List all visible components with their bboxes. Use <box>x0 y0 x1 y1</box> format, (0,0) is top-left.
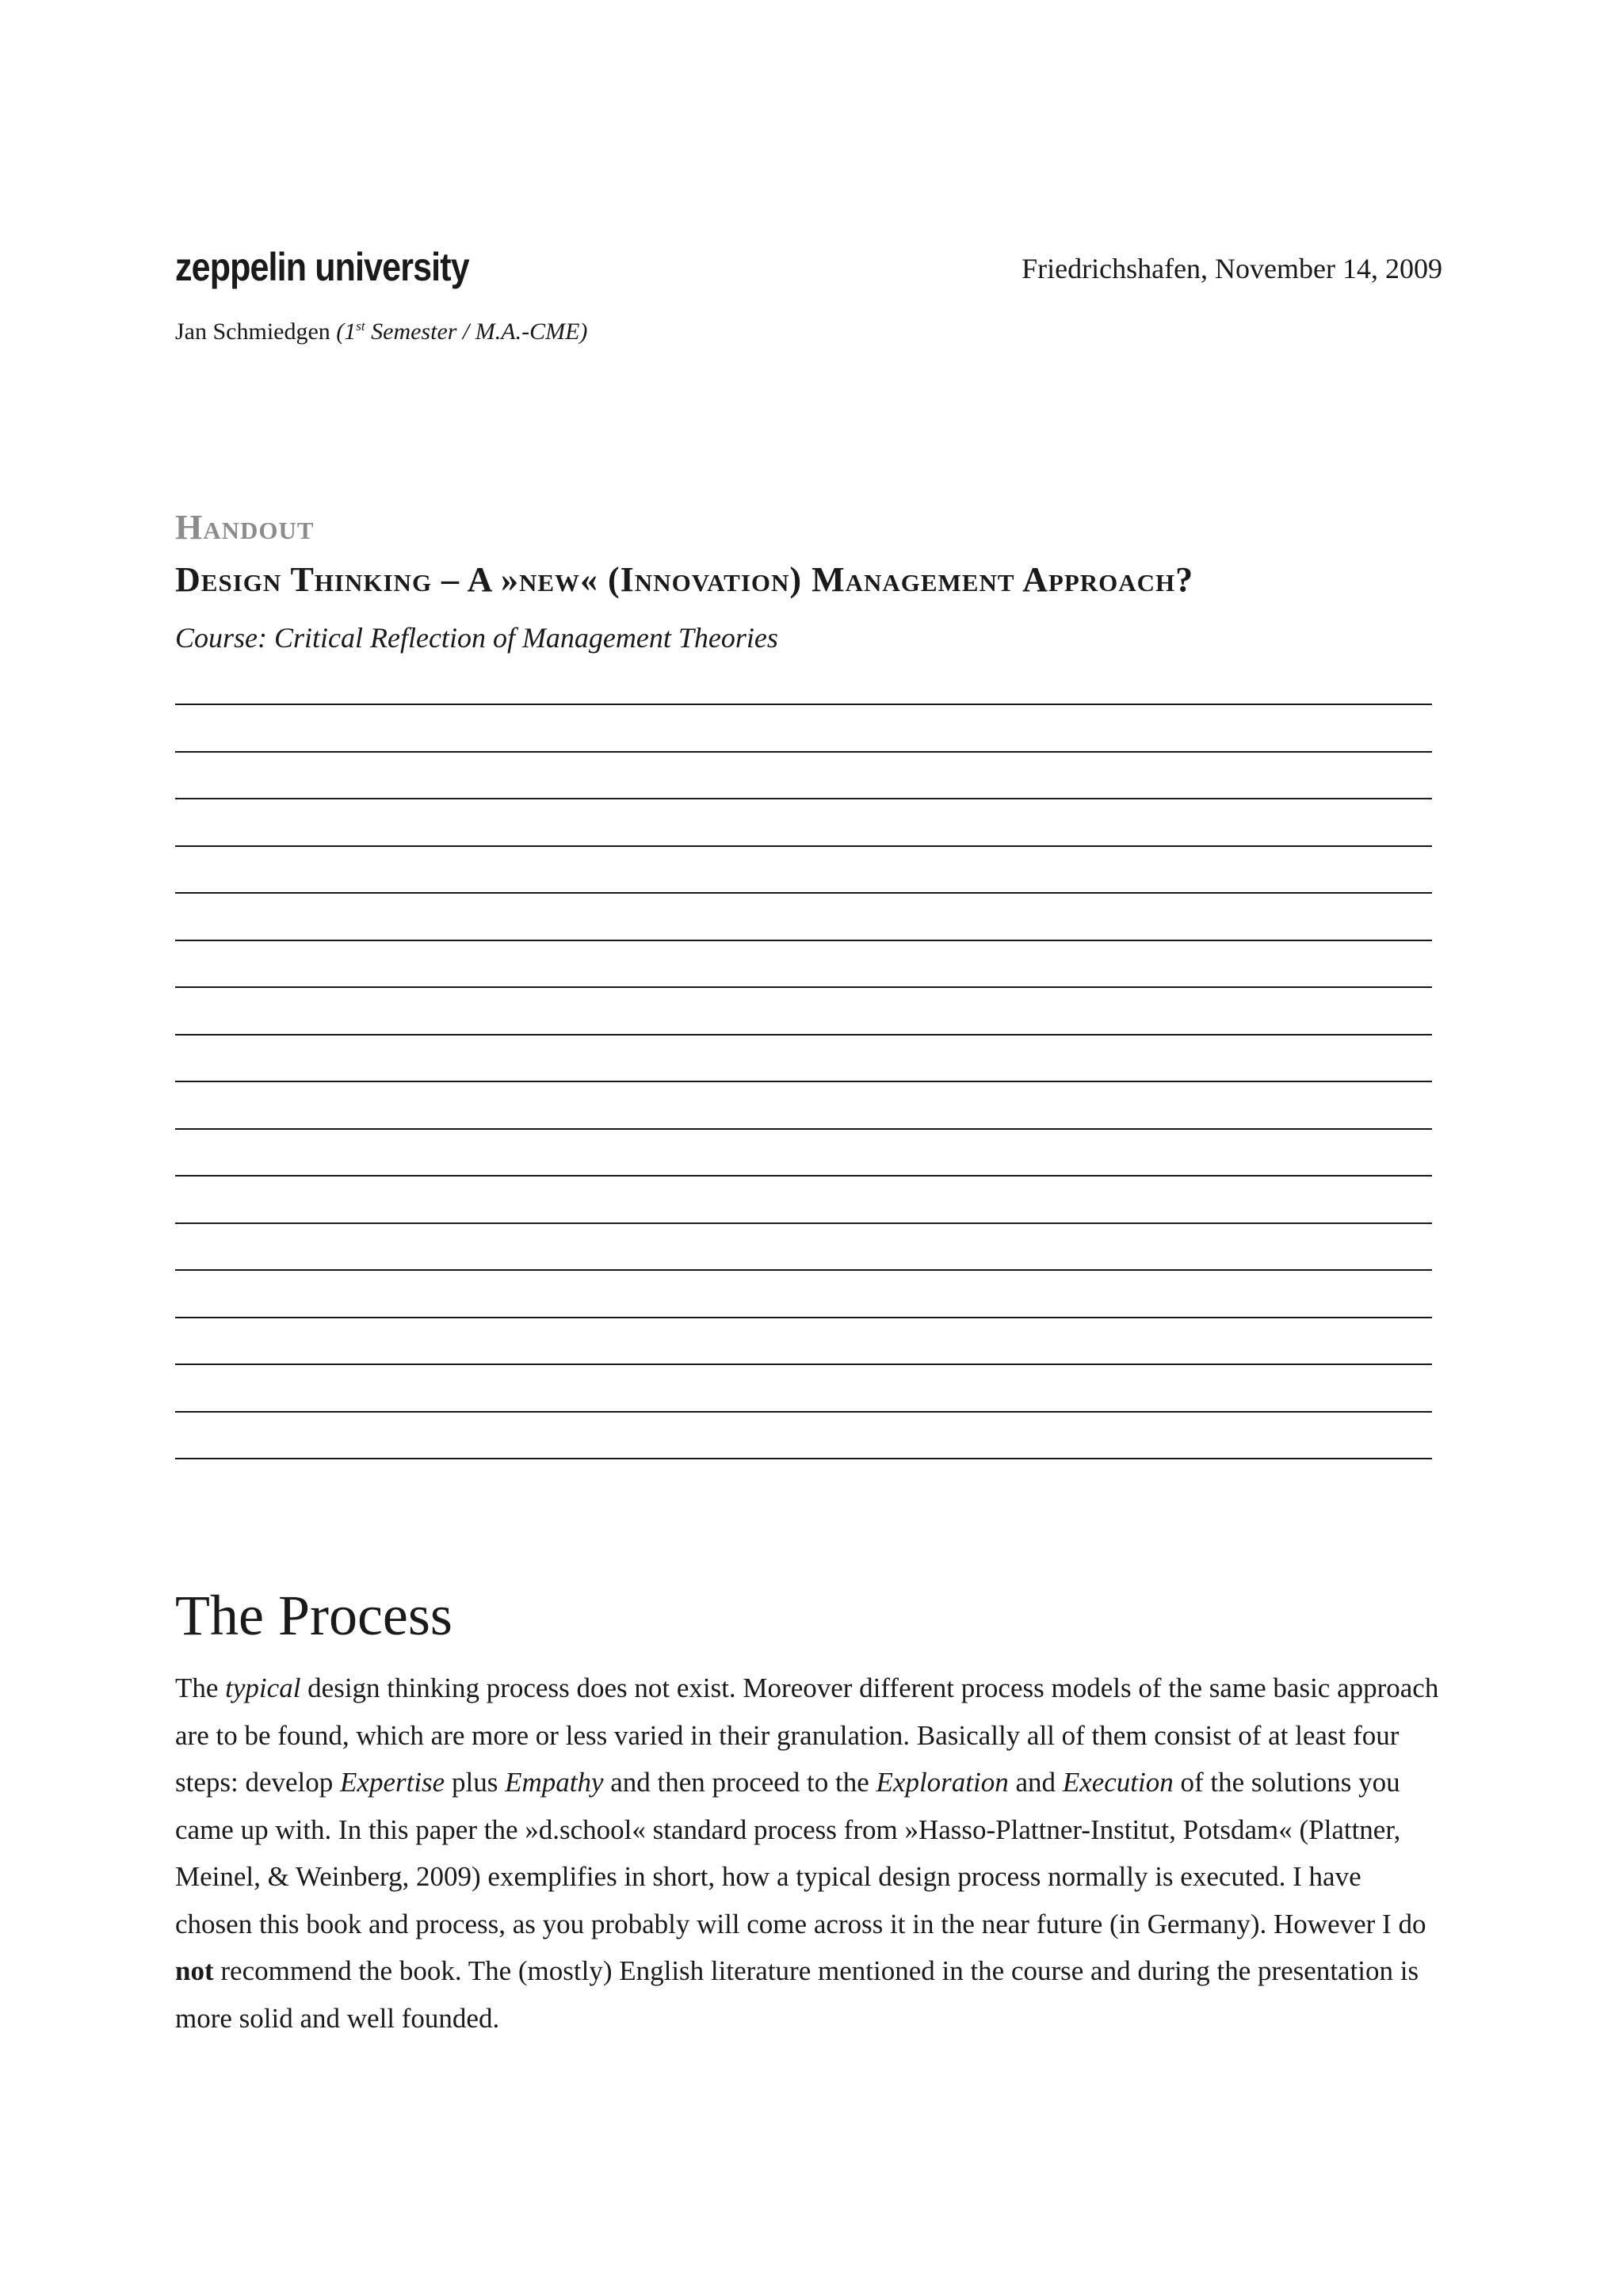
emphasis: Empathy <box>505 1767 604 1798</box>
author-program: (1st Semester / M.A.-CME) <box>336 318 588 345</box>
note-line <box>175 940 1432 941</box>
note-line <box>175 1222 1432 1224</box>
note-line <box>175 1128 1432 1130</box>
note-line <box>175 892 1432 894</box>
handout-title: Design Thinking – A »new« (Innovation) Management Approach? <box>175 560 1194 599</box>
emphasis: Execution <box>1062 1767 1174 1798</box>
author-line <box>175 318 587 345</box>
note-line <box>175 1269 1432 1271</box>
note-line <box>175 1175 1432 1177</box>
note-line <box>175 1317 1432 1318</box>
emphasis: typical <box>225 1672 301 1703</box>
handout-kicker: Handout <box>175 508 315 547</box>
note-line <box>175 704 1432 705</box>
note-line <box>175 1034 1432 1035</box>
course-name: Course: Critical Reflection of Management Theories <box>175 622 778 654</box>
note-line <box>175 798 1432 799</box>
note-line <box>175 986 1432 988</box>
author-name: Jan Schmiedgen <box>175 318 330 345</box>
note-line <box>175 751 1432 753</box>
university-logo: zeppelin university <box>175 245 469 289</box>
note-line <box>175 1411 1432 1413</box>
note-line <box>175 845 1432 847</box>
section-heading: The Process <box>175 1584 453 1648</box>
emphasis: Expertise <box>340 1767 445 1798</box>
strong-emphasis: not <box>175 1955 214 1986</box>
note-line <box>175 1081 1432 1082</box>
emphasis: Exploration <box>876 1767 1009 1798</box>
document-date: Friedrichshafen, November 14, 2009 <box>1022 253 1442 284</box>
note-line <box>175 1363 1432 1365</box>
section-paragraph: The typical design thinking process does not exist. Moreover different process models of the same basic approach are to be found, which are more or less varied in their granulation. Basically all of them consist of at least four steps: develop Expertise plus Empathy and then proceed to the Exploration and Execution of the solutions you came up with. In this paper the »d.school« standard process from »Hasso-Plattner-Institut, Potsdam« (Plattner, Meinel, & Weinberg, 2009) exemplifies in short, how a typical design process normally is executed. I have chosen this book and process, as you probably will come across it in the near future (in Germany). However I do not recommend the book. The (mostly) English literature mentioned in the course and during the presentation is more solid and well founded. <box>175 1672 1439 2034</box>
note-line <box>175 1458 1432 1459</box>
